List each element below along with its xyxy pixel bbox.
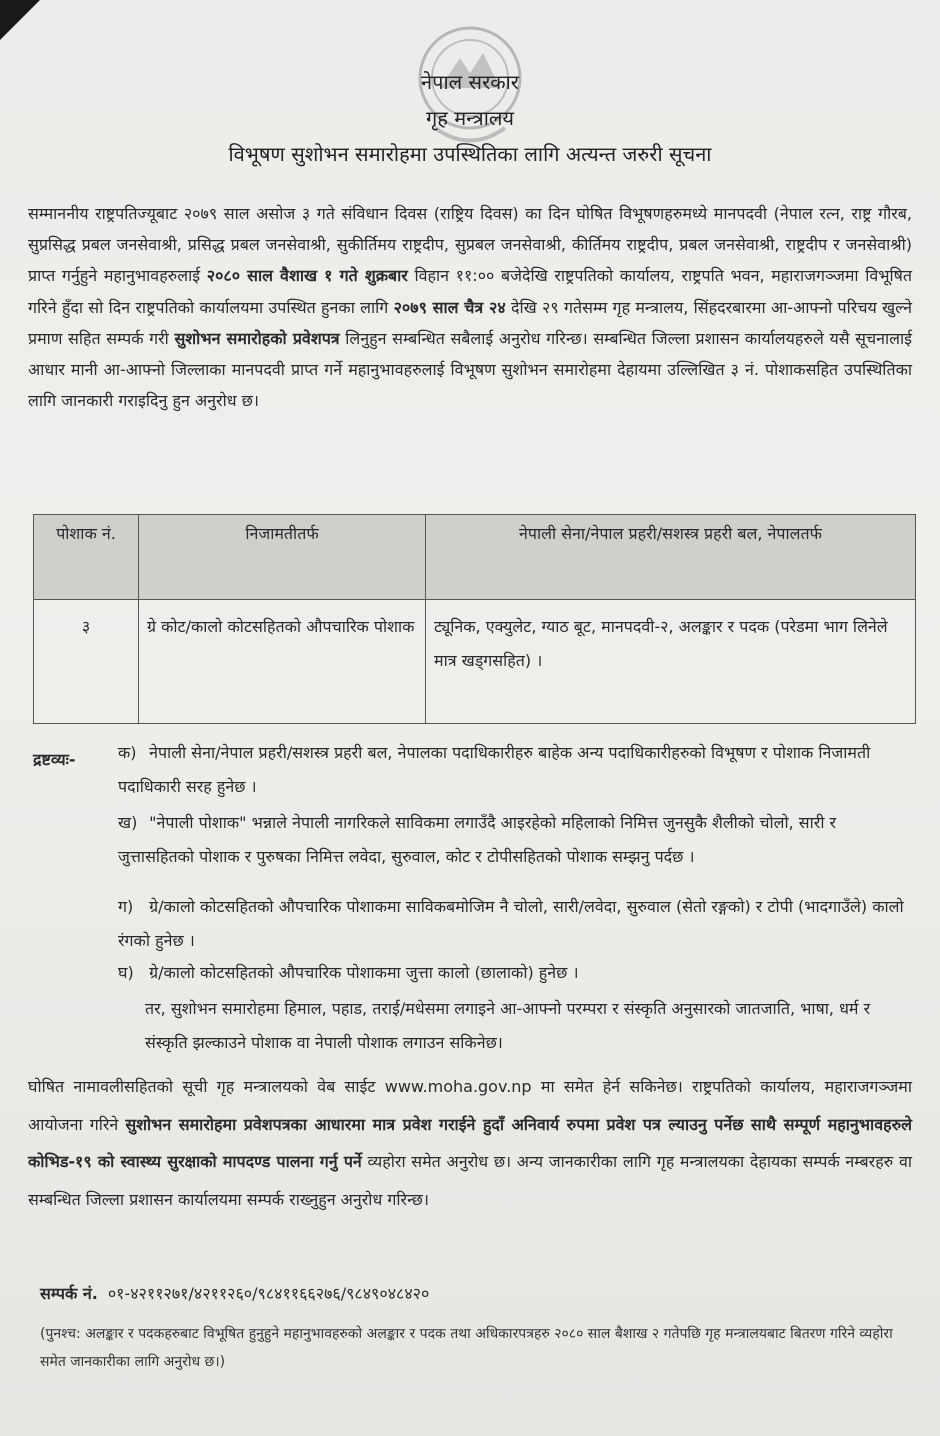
- intro-text-4: लिनुहुन सम्बन्धित सबैलाई अनुरोध गरिन्छ। सम्बन्धित जिल्ला प्रशासन कार्यालयहरुले यसै सूचनालाई आधार मानी आ-आफ्नो जिल्लाका मानपदवी प्राप्त गर्ने महानुभावहरुलाई विभूषण सुशोभन समारोहमा देहायमा उल्लिखित ३ नं. पोशाकसहित उपस्थितिका लागि जानकारी गराइदिनु हुन अनुरोध छ।: [28, 328, 913, 411]
- table-cell: ग्रे कोट/कालो कोटसहितको औपचारिक पोशाक: [139, 600, 426, 724]
- table-cell: ३: [34, 600, 139, 724]
- note-text: नेपाली सेना/नेपाल प्रहरी/सशस्त्र प्रहरी बल, नेपालका पदाधिकारीहरु बाहेक अन्य पदाधिकारीहरुको विभूषण र पोशाक निजामती पदाधिकारी सरह हुनेछ ।: [118, 743, 871, 796]
- note-item: [118, 806, 912, 874]
- table-header-row: [34, 515, 916, 600]
- table-header-cell: निजामतीतर्फ: [139, 515, 426, 600]
- note-item: [118, 736, 912, 804]
- notice-title: विभूषण सुशोभन समारोहमा उपस्थितिका लागि अत्यन्त जरुरी सूचना: [228, 142, 712, 166]
- closing-text-1: घोषित नामावलीसहितको सूची गृह मन्त्रालयको वेब साईट www.moha.gov.np मा समेत हेर्न सकिनेछ। राष्ट्रपतिको कार्यालय, महाराजगञ्जमा आयोजना गरिने: [28, 1077, 912, 1134]
- note-text: ग्रे/कालो कोटसहितको औपचारिक पोशाकमा जुत्ता कालो (छालाको) हुनेछ ।: [149, 963, 579, 982]
- note-item: [118, 956, 912, 990]
- intro-paragraph: [28, 198, 912, 416]
- closing-paragraph: [28, 1068, 912, 1218]
- intro-text-2: विहान ११:०० बजेदेखि राष्ट्रपतिको कार्यालय, राष्ट्रपति भवन, महाराजगञ्जमा विभूषित गरिने हुँदा सो दिन राष्ट्रपतिको कार्यालयमा उपस्थित हुनका लागि: [28, 266, 913, 317]
- note-text: ग्रे/कालो कोटसहितको औपचारिक पोशाकमा साविकबमोजिम नै चोलो, सारी/लवेदा, सुरुवाल (सेतो रङ्गको) र टोपी (भादगाउँले) कालो रंगको हुनेछ ।: [118, 897, 904, 950]
- dress-code-table: [33, 514, 916, 724]
- contact-line: [40, 1282, 429, 1304]
- note-key: ख): [118, 813, 138, 832]
- government-name: नेपाल सरकार: [421, 70, 519, 94]
- closing-bold-text: सुशोभन समारोहमा प्रवेशपत्रका आधारमा मात्र प्रवेश गराईने हुदाँ अनिवार्य रुपमा प्रवेश पत्र ल्याउनु पर्नेछ साथै सम्पूर्ण महानुभावहरुले कोभिड-१९ को स्वास्थ्य सुरक्षाको मापदण्ड पालना गर्नु पर्ने: [28, 1114, 912, 1171]
- table-header-cell: पोशाक नं.: [34, 515, 139, 600]
- page-corner-shadow: [0, 0, 40, 40]
- closing-text-2: व्यहोरा समेत अनुरोध छ। अन्य जानकारीका लागि गृह मन्त्रालयका देहायका सम्पर्क नम्बरहरु वा सम्बन्धित जिल्ला प्रशासन कार्यालयमा सम्पर्क राख्नुहुन अनुरोध गरिन्छ।: [28, 1152, 912, 1209]
- note-key: क): [118, 743, 137, 762]
- footnote: (पुनश्च: अलङ्कार र पदकहरुबाट विभूषित हुनुहुने महानुभावहरुको अलङ्कार र पदक तथा अधिकारपत्रहरु २०८० साल बैशाख २ गतेपछि गृह मन्त्रालयबाट बितरण गरिने व्यहोरा समेत जानकारीका लागि अनुरोध छ।): [40, 1326, 893, 1370]
- note-extra: तर, सुशोभन समारोहमा हिमाल, पहाड, तराई/मधेसमा लगाइने आ-आफ्नो परम्परा र संस्कृति अनुसारको जातजाति, भाषा, धर्म र संस्कृति झल्काउने पोशाक वा नेपाली पोशाक लगाउन सकिनेछ।: [145, 999, 871, 1052]
- intro-text-1: सम्माननीय राष्ट्रपतिज्यूबाट २०७९ साल असोज ३ गते संविधान दिवस (राष्ट्रिय दिवस) का दिन घोषित विभूषणहरुमध्ये मानपदवी (नेपाल रत्न, राष्ट्र गौरब, सुप्रसिद्ध प्रबल जनसेवाश्री, प्रसिद्ध प्रबल जनसेवाश्री, सुकीर्तिमय राष्ट्रदीप, सुप्रबल जनसेवाश्री, कीर्तिमय राष्ट्रदीप, प्रबल जनसेवाश्री, राष्ट्रदीप र जनसेवाश्री) प्राप्त गर्नुहुने महानुभावहरुलाई: [28, 204, 912, 286]
- contact-numbers: ०१-४२११२७१/४२११२६०/९८४११६६२७६/९८४९०४८४२०: [107, 1284, 430, 1303]
- intro-text-3: देखि २९ गतेसम्म गृह मन्त्रालय, सिंहदरबारमा आ-आफ्नो परिचय खुल्ने प्रमाण सहित सम्पर्क गरी: [28, 297, 913, 348]
- table-row: [34, 600, 916, 724]
- intro-bold-entry-pass: सुशोभन समारोहको प्रवेशपत्र: [174, 328, 340, 348]
- note-text: "नेपाली पोशाक" भन्नाले नेपाली नागरिकले साविकमा लगाउँदै आइरहेको महिलाको निमित्त जुनसुकै शैलीको चोलो, सारी र जुत्तासहितको पोशाक र पुरुषका निमित्त लवेदा, सुरुवाल, कोट र टोपीसहितको पोशाक सम्झनु पर्दछ ।: [118, 813, 837, 866]
- note-key: घ): [118, 963, 134, 982]
- note-item: [118, 890, 912, 958]
- contact-label: सम्पर्क नं.: [40, 1284, 98, 1303]
- note-key: ग): [118, 897, 134, 916]
- table-header-cell: नेपाली सेना/नेपाल प्रहरी/सशस्त्र प्रहरी बल, नेपालतर्फ: [426, 515, 916, 600]
- intro-bold-date-2: २०७९ साल चैत्र २४: [393, 297, 506, 317]
- ministry-name: गृह मन्त्रालय: [425, 106, 515, 130]
- table-cell: ट्यूनिक, एक्युलेट, ग्याठ बूट, मानपदवी-२, अलङ्कार र पदक (परेडमा भाग लिनेले मात्र खड्गसहित) ।: [426, 600, 916, 724]
- notes-label: द्रष्टव्यः-: [33, 750, 76, 769]
- intro-bold-date: २०८० साल वैशाख १ गते शुक्रबार: [206, 266, 408, 286]
